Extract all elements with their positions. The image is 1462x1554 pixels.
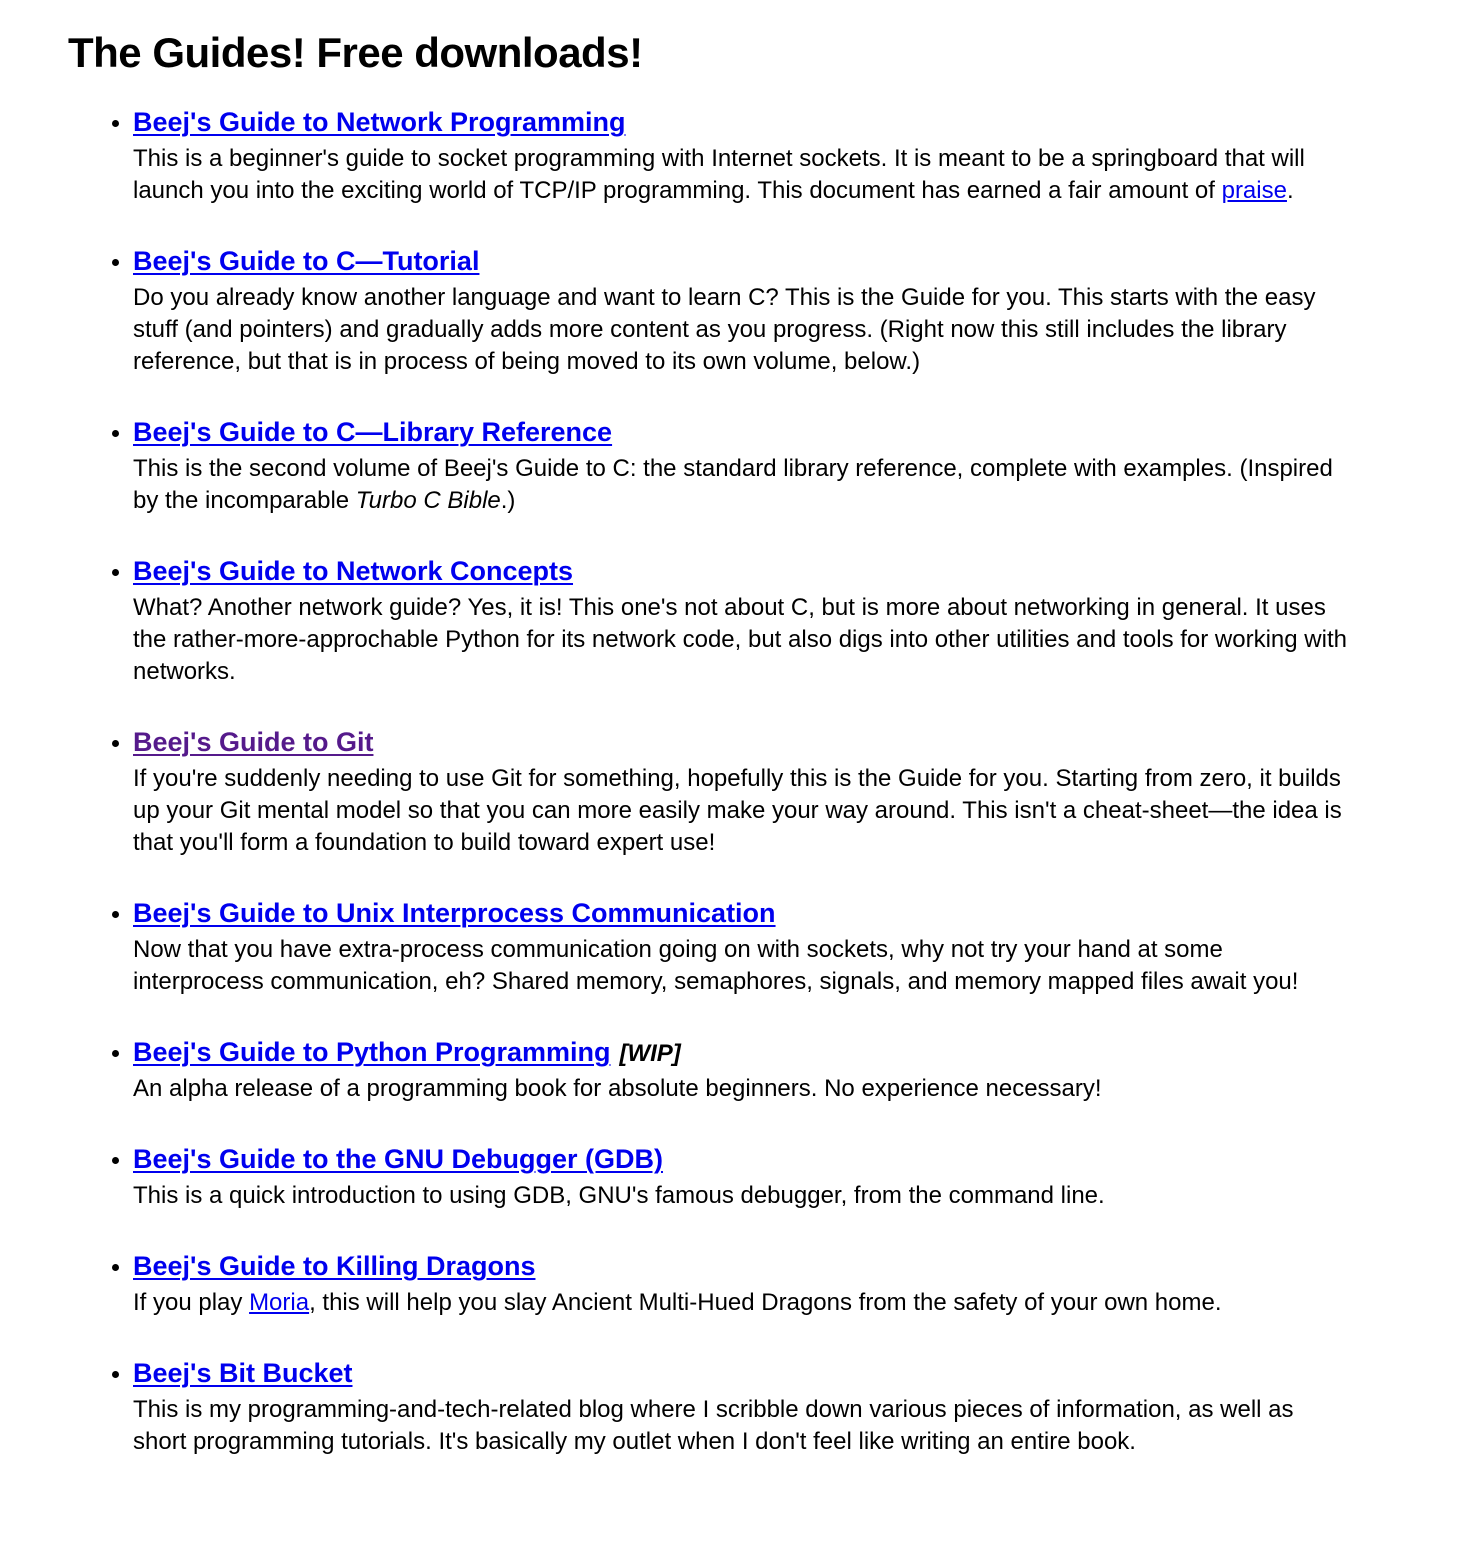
page-title: The Guides! Free downloads! bbox=[68, 29, 643, 76]
guide-link[interactable]: Beej's Guide to Git bbox=[133, 727, 374, 758]
inline-link[interactable]: praise bbox=[1221, 177, 1287, 205]
guide-item bbox=[133, 553, 1350, 688]
guide-description: What? Another network guide? Yes, it is! This one's not about C, but is more about networking in general. It uses the rather-more-approchable Python for its network code, but also digs into other utilities and tools for working with networks. bbox=[133, 594, 1347, 686]
guide-item bbox=[133, 1141, 1350, 1212]
guide-link[interactable]: Beej's Guide to Network Programming bbox=[133, 107, 626, 138]
guide-item bbox=[133, 895, 1350, 998]
guide-link[interactable]: Beej's Guide to C—Tutorial bbox=[133, 246, 480, 277]
guide-description: If you play Moria, this will help you slay Ancient Multi-Hued Dragons from the safety of your own home. bbox=[133, 1289, 1222, 1317]
guide-description: An alpha release of a programming book for absolute beginners. No experience necessary! bbox=[133, 1075, 1102, 1103]
guide-link[interactable]: Beej's Guide to Python Programming bbox=[133, 1037, 611, 1068]
guide-item bbox=[133, 104, 1350, 207]
guide-description: This is a beginner's guide to socket programming with Internet sockets. It is meant to be a springboard that will launch you into the exciting world of TCP/IP programming. This document has earned a fair amount of praise. bbox=[133, 145, 1305, 205]
wip-badge: [WIP] bbox=[619, 1040, 681, 1068]
guide-description: This is a quick introduction to using GDB, GNU's famous debugger, from the command line. bbox=[133, 1182, 1105, 1210]
guide-link[interactable]: Beej's Bit Bucket bbox=[133, 1358, 353, 1389]
guide-description: Now that you have extra-process communication going on with sockets, why not try your hand at some interprocess communication, eh? Shared memory, semaphores, signals, and memory mapped files await you! bbox=[133, 936, 1299, 996]
guide-item bbox=[133, 724, 1350, 859]
guide-description: Do you already know another language and want to learn C? This is the Guide for you. This starts with the easy stuff (and pointers) and gradually adds more content as you progress. (Right now this still includes the library reference, but that is in process of being moved to its own volume, below.) bbox=[133, 284, 1316, 376]
italic-text: Turbo C Bible bbox=[355, 487, 501, 515]
page bbox=[0, 30, 1462, 1488]
guide-item bbox=[133, 1248, 1350, 1319]
guide-link[interactable]: Beej's Guide to the GNU Debugger (GDB) bbox=[133, 1144, 663, 1175]
guide-link[interactable]: Beej's Guide to Network Concepts bbox=[133, 556, 574, 587]
guide-item bbox=[133, 243, 1350, 378]
guide-description: This is my programming-and-tech-related blog where I scribble down various pieces of information, as well as short programming tutorials. It's basically my outlet when I don't feel like writing an entire book. bbox=[133, 1396, 1294, 1456]
guide-description: If you're suddenly needing to use Git for something, hopefully this is the Guide for you. Starting from zero, it builds up your Git mental model so that you can more easily make your way around. This isn't a cheat-sheet—the idea is that you'll form a foundation to build toward expert use! bbox=[133, 765, 1342, 857]
guide-item bbox=[133, 1355, 1350, 1458]
guide-link[interactable]: Beej's Guide to Unix Interprocess Communication bbox=[133, 898, 776, 929]
guide-link[interactable]: Beej's Guide to Killing Dragons bbox=[133, 1251, 536, 1282]
guide-link[interactable]: Beej's Guide to C—Library Reference bbox=[133, 417, 613, 448]
guide-description: This is the second volume of Beej's Guide to C: the standard library reference, complete with examples. (Inspired by the incomparable Turbo C Bible.) bbox=[133, 455, 1333, 515]
guides-list bbox=[68, 104, 1350, 1458]
guide-item bbox=[133, 1034, 1350, 1105]
inline-link[interactable]: Moria bbox=[249, 1289, 310, 1317]
guide-item bbox=[133, 414, 1350, 517]
